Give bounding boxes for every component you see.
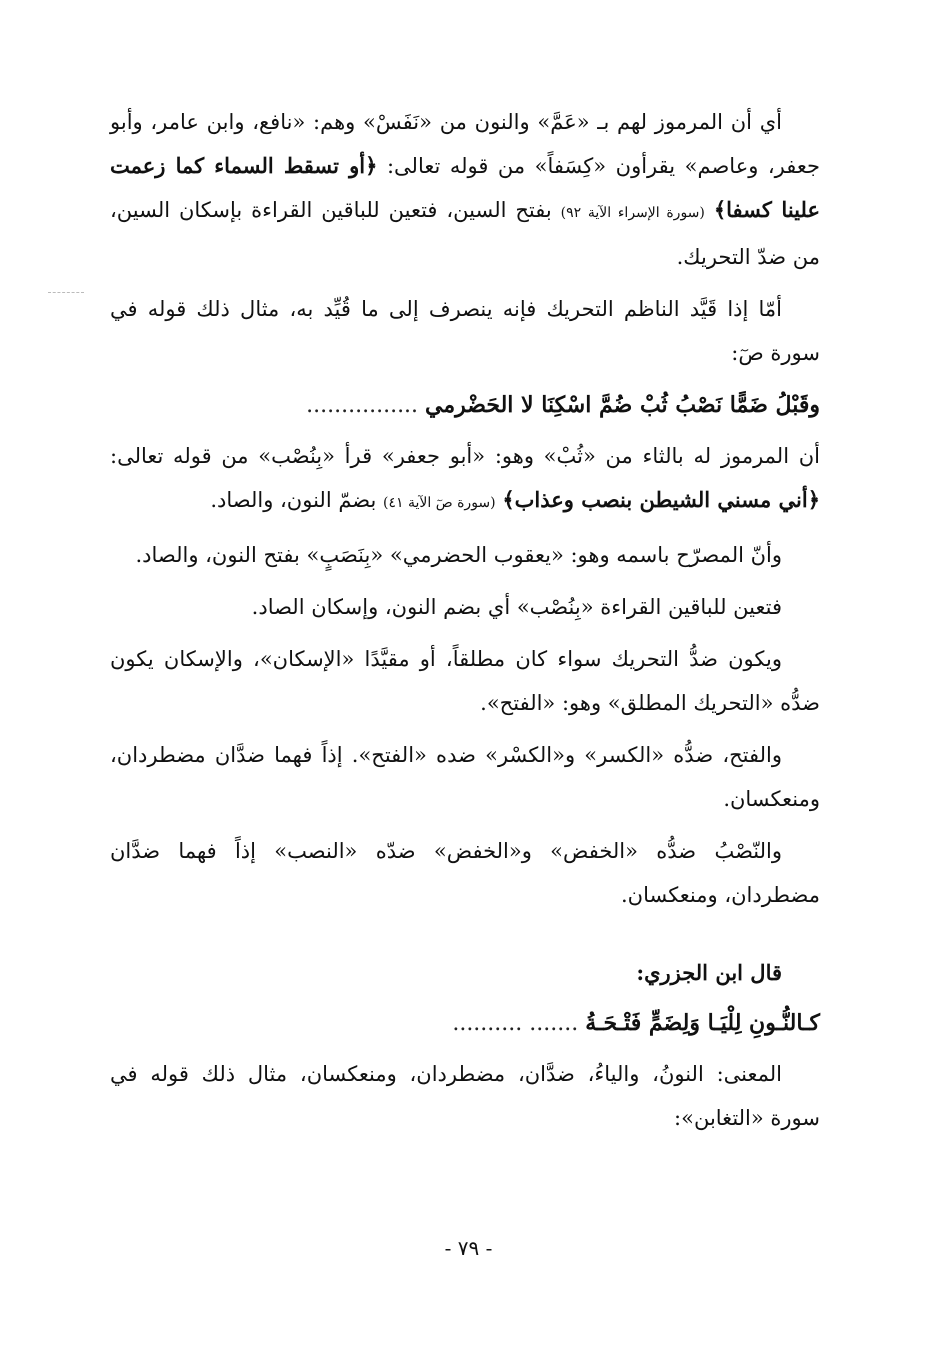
paragraph-3 [110,434,820,525]
margin-mark [48,292,84,293]
paragraph-text: بضمّ النون، والصاد. [210,488,384,512]
paragraph-text: أمّا إذا قَيَّد الناظم التحريك فإنه ينصرف إلى ما قُيِّد به، مثال ذلك قوله في سورة صٓ: [110,297,820,365]
page-body [110,100,820,1148]
verse-dots: ................ [306,393,419,418]
sura-reference: (سورة الإسراء الآية ٩٢) [560,205,705,221]
paragraph-text: بفتح السين، فتعين للباقين القراءة بإسكان السين، من ضدّ التحريك. [110,198,820,269]
paragraph-2 [110,287,820,375]
paragraph-text: المعنى: النونُ، والياءُ، ضدَّان، مضطردان، ومنعكسان، مثال ذلك قوله في سورة «التغابن»: [110,1062,820,1130]
paragraph-text: فتعين للباقين القراءة «بِنُصْب» أي بضم النون، وإسكان الصاد. [251,595,782,619]
verse-text: كـالنُّـونِ لِلْيَـا وَلِضَمٍّ فَتْـحَـةُ [585,1010,820,1036]
paragraph-text: والفتح، ضدُّه «الكسر» و«الكسْر» ضده «الفتح». إذاً فهما ضدَّان مضطردان، ومنعكسان. [110,743,820,811]
paragraph-7 [110,733,820,821]
paragraph-text: وأنّ المصرّح باسمه وهو: «يعقوب الحضرمي» «بِنَصَبٍ» بفتح النون، والصاد. [135,543,782,567]
verse-line [110,383,820,428]
sura-reference: (سورة صٓ الآية ٤١) [383,495,496,511]
paragraph-8 [110,829,820,917]
paragraph-4 [110,533,820,577]
quran-quote: ﴿أني مسني الشيطن بنصب وعذاب﴾ [502,487,820,512]
paragraph-text: والنّصْبُ ضدُّه «الخفض» و«الخفض» ضدّه «النصب» إذاً فهما ضدَّان مضطردان، ومنعكسان. [110,839,820,907]
verse-text: وقَبْلُ ضَمًّا نَصْبُ ثُبْ ضُمَّ اسْكِنَا لا الحَضْرمي [425,392,820,418]
paragraph-9 [110,1052,820,1140]
quran-quote: ﴿أو تسقط السماء كما زعمت علينا كسفا﴾ [110,153,820,222]
page-number: - ٧٩ - [444,1236,493,1260]
paragraph-5 [110,585,820,629]
paragraph-text: أن المرموز له بالثاء من «ثُبْ» وهو: «أبو جعفر» قرأ «بِنُصْب» من قوله تعالى: [110,444,820,468]
paragraph-text: ويكون ضدُّ التحريك سواء كان مطلقاً، أو مقيَّدًا «الإسكان»، والإسكان يكون ضدُّه «التحريك المطلق» وهو: «الفتح». [110,647,820,715]
verse-line [110,1001,820,1046]
paragraph-6 [110,637,820,725]
paragraph-text: أي أن المرموز لهم بـ «عَمَّ» والنون من «نَفَسْ» وهم: «نافع، وابن عامر، وأبو جعفر، وعاصم» يقرأون «كِسَفاً» من قوله تعالى: [110,110,820,178]
paragraph-1 [110,100,820,279]
verse-dots: ....... .......... [452,1011,579,1036]
section-heading: قال ابن الجزري: [636,960,782,985]
